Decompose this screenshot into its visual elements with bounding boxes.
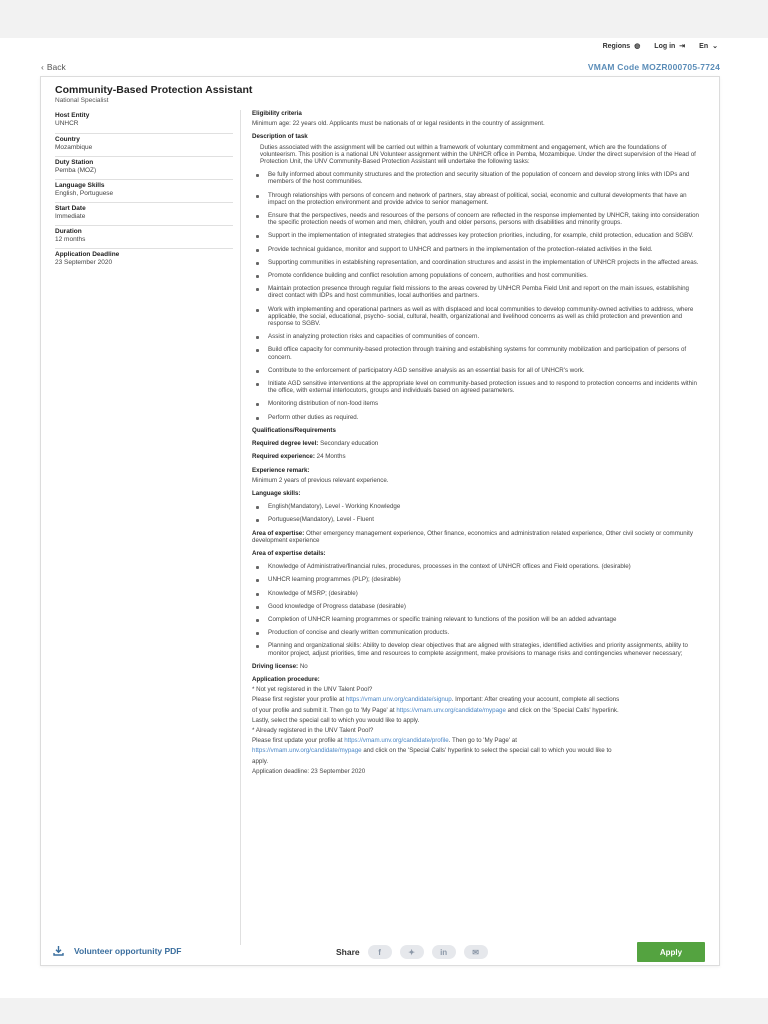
procedure-line: Please first update your profile at https://vmam.unv.org/candidate/profile. Then go to 'My Page' at xyxy=(252,737,517,745)
list-item: Knowledge of Administrative/financial rules, procedures, processes in the context of UNHCR offices and Field operations. (desirable) xyxy=(252,563,704,570)
fact-application-deadline: Application Deadline 23 September 2020 xyxy=(55,248,233,271)
list-item: Be fully informed about community structures and the protection and security situation of the population of concern and develop strong links with IDPs and members of the host communities. xyxy=(252,171,704,185)
list-item: Maintain protection presence through regular field missions to the areas covered by UNHCR Pemba Field Unit and report on the main issues, establishing direct contact with IDPs and host communities, local authorities and partners. xyxy=(252,285,704,299)
language-skills-heading: Language skills: xyxy=(252,489,301,497)
fact-duty-station: Duty Station Pemba (MOZ) xyxy=(55,156,233,179)
list-item: Promote confidence building and conflict resolution among populations of concern, authorities and host communities. xyxy=(252,272,704,279)
list-item: Through relationships with persons of concern and network of partners, stay abreast of political, social, economic and cultural developments that have an impact on the protection environment and provide advice to senior management. xyxy=(252,192,704,206)
list-item: Ensure that the perspectives, needs and resources of the persons of concern are reflected in the response implemented by UNHCR, taking into consideration the specific protection needs of women and men, children, youth and older persons, persons with disabilities and minority groups. xyxy=(252,212,704,226)
language-select[interactable]: En ⌄ xyxy=(699,42,718,50)
procedure-line: https://vmam.unv.org/candidate/mypage and click on the 'Special Calls' hyperlink to select the special call to which you would like to xyxy=(252,747,612,755)
facebook-icon[interactable]: f xyxy=(368,945,392,959)
procedure-line: Please first register your profile at https://vmam.unv.org/candidate/signup. Important: After creating your account, complete all sections xyxy=(252,696,620,704)
regions-link[interactable]: Regions ◍ xyxy=(602,42,641,50)
twitter-icon[interactable]: ✦ xyxy=(400,945,424,959)
qualifications-heading: Qualifications/Requirements xyxy=(252,426,336,434)
experience-remark-text: Minimum 2 years of previous relevant experience. xyxy=(252,476,389,484)
list-item: Provide technical guidance, monitor and support to UNHCR and partners in the implementation of the protection-related activities in the field. xyxy=(252,246,704,253)
share-label: Share xyxy=(336,947,360,957)
login-icon: ⇥ xyxy=(679,43,686,50)
job-description xyxy=(252,110,704,778)
task-list xyxy=(252,171,704,421)
globe-icon: ◍ xyxy=(634,43,641,50)
list-item: English(Mandatory), Level - Working Knowledge xyxy=(252,503,704,510)
list-item: Work with implementing and operational partners as well as with displaced and local communities to develop community-owned activities to address, where applicable, the social, educational, psycho- social, cultural, health, organizational and livelihood concerns as well as child protection and prevention and response to SGBV. xyxy=(252,306,704,328)
fact-country: Country Mozambique xyxy=(55,133,233,156)
experience-remark-heading: Experience remark: xyxy=(252,466,310,474)
page-subtitle: National Specialist xyxy=(55,97,109,104)
fact-host-entity: Host Entity UNHCR xyxy=(55,112,90,127)
mypage-link[interactable]: https://vmam.unv.org/candidate/mypage xyxy=(396,706,506,714)
list-item: Production of concise and clearly written communication products. xyxy=(252,629,704,636)
job-facts xyxy=(55,110,233,271)
apply-button[interactable]: Apply xyxy=(637,942,705,962)
procedure-line: Application deadline: 23 September 2020 xyxy=(252,767,366,775)
list-item: Portuguese(Mandatory), Level - Fluent xyxy=(252,516,704,523)
email-icon[interactable]: ✉ xyxy=(464,945,488,959)
utility-nav xyxy=(603,42,718,50)
page-title: Community-Based Protection Assistant xyxy=(55,84,253,96)
procedure-line: * Not yet registered in the UNV Talent Pool? xyxy=(252,686,373,694)
profile-link[interactable]: https://vmam.unv.org/candidate/profile xyxy=(344,737,449,745)
list-item: Good knowledge of Progress database (desirable) xyxy=(252,603,704,610)
description-text: Duties associated with the assignment will be carried out within a framework of voluntary commitment and engagement, which are the foundations of volunteerism. This position is a national UN Volunteer assignment within the UNHCR office in Pemba, Mozambique. Under the direct supervision of the Head of Protection Unit, the UNV Community-Based Protection Assistant will undertake the following tasks: xyxy=(260,143,696,166)
mypage-link-2[interactable]: https://vmam.unv.org/candidate/mypage xyxy=(252,747,362,755)
description-heading: Description of task xyxy=(252,133,308,141)
area-of-expertise: Area of expertise: Other emergency management experience, Other finance, economics and administration related experience, Other civil society or community development experience xyxy=(252,529,693,544)
eligibility-text: Minimum age: 22 years old. Applicants must be nationals of or legal residents in the country of assignment. xyxy=(252,120,545,128)
required-experience: Required experience: 24 Months xyxy=(252,453,346,461)
vmam-code: VMAM Code MOZR000705-7724 xyxy=(587,62,720,72)
list-item: Support in the implementation of integrated strategies that addresses key protection priorities, including, for example, child protection, education and SGBV. xyxy=(252,232,704,239)
list-item: Planning and organizational skills: Ability to develop clear objectives that are aligned with strategies, identified activities and priority assignments, ability to monitor project, adjust priorities, time and resources to complete assignment, make provisions to manage risks and contingencies whenever necessary; xyxy=(252,642,704,656)
list-item: Monitoring distribution of non-food items xyxy=(252,400,704,407)
list-item: Knowledge of MSRP; (desirable) xyxy=(252,590,704,597)
degree-level: Required degree level: Secondary education xyxy=(252,440,379,448)
share-group xyxy=(336,945,488,959)
fact-language-skills: Language Skills English, Portuguese xyxy=(55,179,233,202)
driving-license: Driving license: No xyxy=(252,662,308,670)
fact-duration: Duration 12 months xyxy=(55,225,233,248)
application-procedure-heading: Application procedure: xyxy=(252,675,320,683)
download-icon xyxy=(53,945,64,956)
back-link[interactable]: ‹ Back xyxy=(41,62,66,72)
job-card xyxy=(40,76,720,966)
procedure-line: Lastly, select the special call to which you would like to apply. xyxy=(252,716,420,724)
linkedin-icon[interactable]: in xyxy=(432,945,456,959)
list-item: Initiate AGD sensitive interventions at the appropriate level on community-based protection issues and to respond to protection concerns and incidents within the office, with external interlocutors, groups and individuals based on agreed parameters. xyxy=(252,380,704,394)
procedure-line: of your profile and submit it. Then go to 'My Page' at https://vmam.unv.org/candidate/mypage and click on the 'Special Calls' hyperlink. xyxy=(252,706,619,714)
column-divider xyxy=(240,110,241,945)
chevron-down-icon: ⌄ xyxy=(712,43,718,50)
list-item: Completion of UNHCR learning programmes or specific training relevant to functions of the position will be an added advantage xyxy=(252,616,704,623)
list-item: Supporting communities in establishing representation, and coordination structures and assist in the implementation of UNHCR projects in the affected areas. xyxy=(252,259,704,266)
chevron-left-icon: ‹ xyxy=(41,62,44,72)
login-link[interactable]: Log in ⇥ xyxy=(654,42,686,50)
expertise-details-heading: Area of expertise details: xyxy=(252,549,326,557)
procedure-line: * Already registered in the UNV Talent Pool? xyxy=(252,726,374,734)
eligibility-heading: Eligibility criteria xyxy=(252,110,302,117)
procedure-line: apply. xyxy=(252,757,269,765)
action-bar xyxy=(40,942,720,968)
list-item: Perform other duties as required. xyxy=(252,414,704,421)
list-item: UNHCR learning programmes (PLP); (desirable) xyxy=(252,576,704,583)
list-item: Assist in analyzing protection risks and capacities of communities of concern. xyxy=(252,333,704,340)
signup-link[interactable]: https://vmam.unv.org/candidate/signup xyxy=(345,696,452,704)
fact-start-date: Start Date Immediate xyxy=(55,202,233,225)
pdf-download-link[interactable]: Volunteer opportunity PDF xyxy=(53,945,182,956)
list-item: Build office capacity for community-based protection through training and establishing systems for community mobilization and participation of persons of concern. xyxy=(252,346,704,360)
list-item: Contribute to the enforcement of participatory AGD sensitive analysis as an essential basis for all of UNHCR's work. xyxy=(252,367,704,374)
